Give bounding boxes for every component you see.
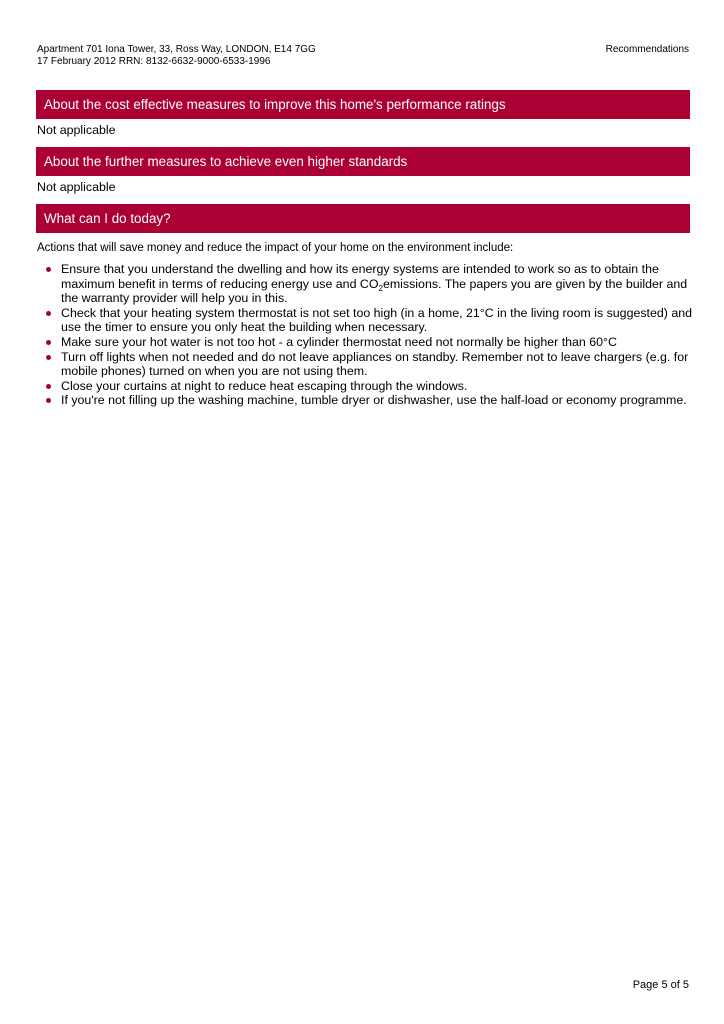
list-item: [37, 393, 693, 408]
action-text: Check that your heating system thermostat is not set too high (in a home, 21°C in the living room is suggested) and use the timer to ensure you only heat the building when necessary.: [61, 305, 693, 335]
bullet-icon: [46, 355, 51, 360]
list-item: [37, 335, 693, 350]
cost-effective-measures-text: Not applicable: [37, 123, 116, 137]
action-text: Close your curtains at night to reduce heat escaping through the windows.: [61, 378, 468, 393]
action-text: Make sure your hot water is not too hot - a cylinder thermostat need not normally be higher than 60°C: [61, 334, 617, 349]
section-label: Recommendations: [605, 44, 689, 55]
cost-effective-measures-heading: About the cost effective measures to improve this home's performance ratings: [36, 90, 690, 119]
bullet-icon: [46, 398, 51, 403]
bullet-icon: [46, 384, 51, 389]
list-item: [37, 350, 693, 379]
actions-list: [37, 262, 693, 408]
action-text: If you're not filling up the washing machine, tumble dryer or dishwasher, use the half-load or economy programme.: [61, 393, 687, 408]
list-item: [37, 379, 693, 394]
actions-intro: Actions that will save money and reduce the impact of your home on the environment include:: [37, 242, 514, 254]
what-can-i-do-today-heading: What can I do today?: [36, 204, 690, 233]
action-text-continued: emissions. The papers you are given by the builder and the warranty provider will help you in this.: [61, 276, 688, 306]
page-number: Page 5 of 5: [632, 979, 689, 991]
list-item: [37, 306, 693, 335]
further-measures-text: Not applicable: [37, 180, 116, 194]
header-info: [37, 44, 689, 68]
action-text: Ensure that you understand the dwelling and how its energy systems are intended to work so as to obtain the maximum benefit in terms of reducing energy use and CO: [61, 262, 659, 291]
bullet-icon: [46, 311, 51, 316]
bullet-icon: [46, 340, 51, 345]
list-item: [37, 262, 693, 306]
subscript: 2: [378, 283, 383, 293]
property-address: Apartment 701 Iona Tower, 33, Ross Way, LONDON, E14 7GG: [37, 44, 316, 55]
bullet-icon: [46, 267, 51, 272]
further-measures-heading: About the further measures to achieve even higher standards: [36, 147, 690, 176]
page-header: [37, 44, 689, 68]
date-and-rrn: 17 February 2012 RRN: 8132-6632-9000-6533-1996: [37, 56, 271, 67]
action-text: Turn off lights when not needed and do not leave appliances on standby. Remember not to leave chargers (e.g. for mobile phones) turned on when you are not using them.: [61, 349, 689, 379]
